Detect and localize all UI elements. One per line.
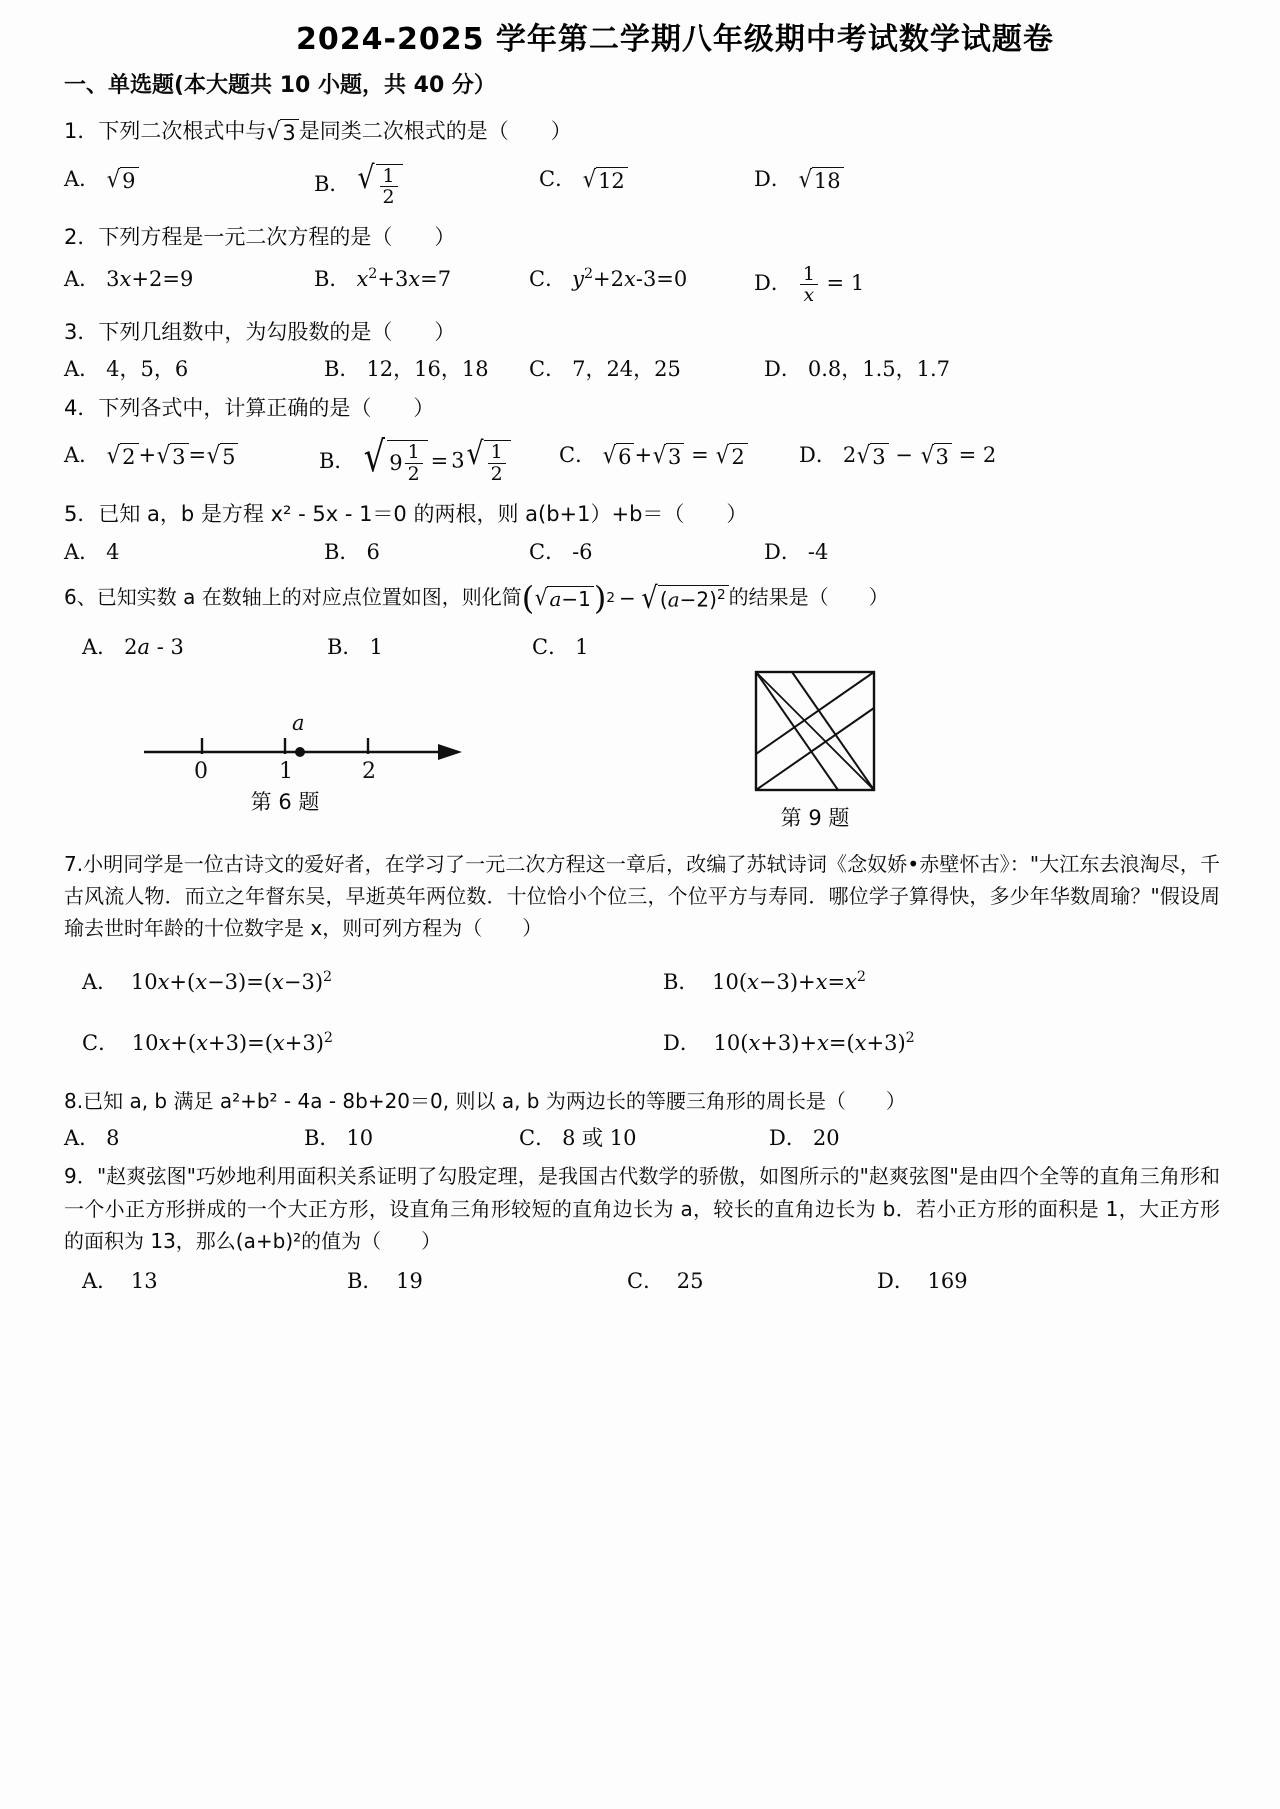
option-label: C． (529, 266, 567, 291)
option-1-B[interactable] (314, 159, 539, 208)
option-expr: 7，24，25 (572, 357, 681, 382)
radicand: 6 (616, 443, 634, 470)
option-label: C． (532, 635, 570, 660)
option-label: A． (64, 357, 101, 382)
option-label: D． (769, 1125, 807, 1150)
question-1-stem-post: 是同类二次根式的是（ ） (298, 119, 572, 143)
radicand: 9 (120, 167, 138, 194)
radical-sign-icon: √ (856, 441, 871, 470)
sqrt-one-half (465, 436, 511, 485)
sqrt-2 (715, 443, 747, 470)
radical-sign-icon: √ (466, 436, 484, 473)
option-7-C[interactable]: C． $10x+(x+3)=(x+3)^2$ (82, 1030, 333, 1056)
option-5-C[interactable] (529, 537, 764, 569)
radical-sign-icon: √ (364, 432, 386, 482)
radical-sign-icon: √ (602, 441, 617, 470)
option-label: B． (314, 171, 351, 196)
radical-sign-icon: √ (156, 441, 171, 470)
option-7-B[interactable]: B． $10(x-3)+x=x^2$ (663, 968, 866, 994)
option-label: C． (529, 357, 567, 382)
option-label: A． (64, 1125, 101, 1150)
radical-sign-icon: √ (106, 164, 121, 193)
option-label: A． (64, 266, 101, 291)
radicand: 3 (280, 119, 298, 146)
option-label: A． (82, 969, 119, 994)
option-5-D[interactable] (764, 537, 828, 569)
option-label: A． (82, 635, 119, 660)
sqrt-12 (582, 164, 628, 194)
option-label: D． (799, 443, 837, 468)
option-6-B[interactable] (327, 632, 532, 664)
question-9 (60, 1160, 1220, 1297)
option-label: B． (319, 448, 356, 473)
number-line-point-label: a (292, 710, 305, 735)
option-label: C． (82, 1031, 120, 1056)
sqrt-a-minus-2-squared (640, 581, 729, 617)
option-label: B． (327, 635, 364, 660)
option-1-C[interactable] (539, 164, 754, 208)
sqrt-3 (856, 443, 888, 470)
option-expr: 4，5，6 (106, 357, 189, 382)
radicand: 2 (729, 443, 747, 470)
option-expr: -6 (572, 539, 593, 564)
option-label: C． (559, 443, 597, 468)
option-1-A[interactable] (64, 164, 314, 208)
sqrt-18 (798, 164, 844, 194)
option-label: B． (347, 1268, 384, 1293)
figure-number-line (140, 704, 470, 816)
radicand: 3 (934, 443, 952, 470)
question-6-stem (64, 579, 1220, 618)
question-1-stem (64, 115, 1220, 148)
radicand: 3 (666, 443, 684, 470)
option-expr: $y^2+2x-3=0$ (572, 265, 688, 291)
option-label: C． (529, 539, 567, 564)
option-expr: 0.8，1.5，1.7 (807, 357, 951, 382)
figure-zhaoshuang (710, 668, 920, 832)
figure-9-caption: 第 9 题 (780, 805, 850, 830)
option-expr: 4 (106, 539, 120, 564)
option-expr: 19 (396, 1268, 423, 1293)
question-5-stem: 5．已知 a，b 是方程 x² - 5x - 1＝0 的两根，则 a(b+1）+b＝（ ） (64, 502, 748, 527)
option-label: D． (754, 271, 792, 296)
question-3 (60, 316, 1220, 386)
radical-sign-icon: √ (652, 441, 667, 470)
option-expr: 20 (812, 1125, 840, 1150)
option-expr: $\frac{1}{x}$ = 1 (798, 271, 864, 295)
option-label: A． (64, 443, 101, 468)
section-heading: 一、单选题(本大题共 10 小题，共 40 分） (64, 73, 496, 98)
option-2-C[interactable] (529, 264, 754, 306)
option-label: A． (64, 539, 101, 564)
question-3-options (64, 354, 1220, 386)
tick-label-1: 1 (279, 758, 293, 782)
radical-sign-icon: √ (920, 441, 934, 470)
figure-6-caption: 第 6 题 (250, 789, 320, 814)
option-8-A[interactable] (64, 1123, 304, 1155)
option-label: C． (539, 166, 577, 191)
radical-sign-icon: √ (206, 441, 221, 470)
option-9-C[interactable] (627, 1266, 877, 1298)
question-8 (60, 1086, 1220, 1155)
tick-label-2: 2 (362, 758, 376, 782)
question-9-paragraph: 9．"赵爽弦图"巧妙地利用面积关系证明了勾股定理，是我国古代数学的骄傲，如图所示的"赵爽弦图"是由四个全等的直角三角形和一个小正方形拼成的一个大正方形，设直角三角形较短的直角边长为 a，较长的直角边长为 b．若小正方形的面积是 1，大正方形的面积为 13，那么(a+b)²的值为（ ） (64, 1164, 1220, 1254)
option-expr: 13 (130, 1268, 158, 1293)
option-label: D． (877, 1268, 915, 1293)
option-label: C． (519, 1125, 557, 1150)
radicand: $\frac{1}{2}$ (376, 164, 403, 208)
option-4-A[interactable]: A． √ 2 + √ 3 = √ 5 (64, 440, 319, 484)
question-6 (60, 579, 1220, 664)
option-2-B[interactable] (314, 264, 529, 306)
option-9-D[interactable] (877, 1266, 968, 1298)
option-8-C[interactable] (519, 1123, 769, 1155)
option-3-B[interactable] (324, 354, 529, 386)
option-5-B[interactable] (324, 537, 529, 569)
option-label: A． (64, 166, 101, 191)
sqrt-a-minus-1 (534, 586, 594, 612)
question-7-options-row-2 (64, 1028, 1220, 1060)
question-4 (60, 392, 1220, 484)
option-9-B[interactable] (347, 1266, 627, 1298)
question-1 (60, 115, 1220, 207)
number-line-svg (140, 704, 470, 782)
sqrt-one-half (356, 159, 402, 208)
option-8-D[interactable] (769, 1123, 840, 1155)
radical-sign-icon: √ (106, 441, 121, 470)
question-9-options (64, 1266, 1220, 1298)
option-expr: 8 (106, 1125, 120, 1150)
figures-row (60, 668, 1220, 846)
option-label: B． (324, 539, 361, 564)
question-6-stem-pre: 6、已知实数 a 在数轴上的对应点位置如图，则化简 (64, 585, 522, 610)
radical-sign-icon: √ (641, 581, 658, 617)
question-8-options (64, 1123, 1220, 1155)
question-7-options-row-1 (64, 967, 1220, 999)
question-3-stem: 3．下列几组数中，为勾股数的是（ ） (64, 319, 456, 344)
option-1-D[interactable] (754, 164, 844, 208)
sqrt-3-inline (266, 116, 298, 146)
radicand: $(a-2)^2$ (658, 585, 729, 612)
question-6-options (64, 632, 1220, 664)
option-3-A[interactable] (64, 354, 324, 386)
radicand: 2 (120, 443, 138, 470)
sqrt-nine-and-half (361, 432, 427, 485)
option-label: A． (82, 1268, 119, 1293)
option-7-A[interactable]: A． $10x+(x-3)=(x-3)^2$ (82, 968, 333, 994)
option-expr: 10 (346, 1125, 374, 1150)
option-expr: 3x+2=9 (106, 266, 194, 291)
sqrt-2 (106, 443, 138, 470)
option-label: D． (764, 357, 802, 382)
option-2-D[interactable] (754, 264, 864, 306)
question-4-options (64, 432, 1220, 485)
option-6-C[interactable] (532, 632, 588, 664)
option-label: B． (314, 266, 351, 291)
question-2 (60, 221, 1220, 305)
option-expr: 6 (366, 539, 380, 564)
radicand: 12 (596, 167, 628, 194)
question-2-stem: 2．下列方程是一元二次方程的是（ ） (64, 225, 456, 250)
question-6-stem-post: 的结果是（ ） (728, 585, 889, 610)
sqrt-6 (602, 443, 634, 470)
option-9-A[interactable] (64, 1266, 347, 1298)
radicand: 5 (220, 443, 238, 470)
tick-label-0: 0 (194, 758, 208, 782)
radical-sign-icon: √ (357, 159, 376, 196)
question-1-stem-pre: 1．下列二次根式中与 (64, 119, 267, 143)
option-label: B． (663, 969, 700, 994)
option-4-B[interactable]: B． √ 9 $\frac{1}{2}$ = 3 √ $\frac{1}{2}$ (319, 440, 559, 484)
option-expr: -4 (807, 539, 829, 564)
radicand: a−1 (547, 586, 593, 612)
question-8-stem: 8.已知 a, b 满足 a²+b² - 4a - 8b+20＝0, 则以 a, b 为两边长的等腰三角形的周长是（ ） (64, 1088, 906, 1113)
sqrt-5 (206, 443, 238, 470)
option-expr: 2a - 3 (124, 635, 184, 660)
option-expr: 169 (927, 1268, 968, 1293)
radical-sign-icon: √ (582, 164, 597, 193)
question-1-options (64, 159, 1220, 208)
question-4-stem: 4．下列各式中，计算正确的是（ ） (64, 395, 435, 420)
option-expr: $x^2+3x=7$ (356, 265, 452, 291)
option-label: B． (304, 1125, 341, 1150)
option-expr: 1 (369, 635, 383, 660)
question-6-expression: ( √ a−1 ) 2 − √ $(a-2)^2$ (522, 583, 729, 614)
radical-sign-icon: √ (534, 584, 548, 611)
option-label: C． (627, 1268, 665, 1293)
radical-sign-icon: √ (716, 441, 730, 470)
radicand: 3 (870, 443, 888, 470)
radicand: $\frac{1}{2}$ (484, 440, 511, 484)
option-2-A[interactable] (64, 264, 314, 306)
sqrt-3 (652, 443, 684, 470)
sqrt-3 (920, 443, 952, 470)
radical-sign-icon: √ (798, 164, 813, 193)
option-8-B[interactable] (304, 1123, 519, 1155)
option-7-D[interactable]: D． $10(x+3)+x=(x+3)^2$ (663, 1030, 915, 1056)
radicand: 18 (812, 167, 844, 194)
option-4-C[interactable]: C． √ 6 + √ 3 = √ 2 (559, 440, 799, 484)
radicand: 3 (170, 443, 188, 470)
option-expr: 1 (575, 635, 589, 660)
option-3-D[interactable] (764, 354, 950, 386)
question-5 (60, 498, 1220, 568)
option-expr: 12，16，18 (366, 357, 489, 382)
option-label: D． (764, 539, 802, 564)
sqrt-9 (106, 164, 138, 194)
radical-sign-icon: √ (267, 116, 281, 145)
page-title: 2024-2025 学年第二学期八年级期中考试数学试题卷 (296, 22, 1054, 57)
option-4-D[interactable]: D． 2 √ 3 − √ 3 = 2 (799, 441, 997, 470)
option-label: B． (324, 357, 361, 382)
sqrt-3 (156, 443, 188, 470)
question-7-paragraph: 7.小明同学是一位古诗文的爱好者，在学习了一元二次方程这一章后，改编了苏轼诗词《念奴娇•赤壁怀古》："大江东去浪淘尽，千古风流人物．而立之年督东吴，早逝英年两位数．十位恰小个位三，个位平方与寿同．哪位学子算得快，多少年华数周瑜？"假设周瑜去世时年龄的十位数字是 x，则可列方程为（ ） (64, 851, 1220, 941)
zhaoshuang-diagram-svg (752, 668, 878, 794)
question-2-options (64, 264, 1220, 306)
option-3-C[interactable] (529, 354, 764, 386)
option-expr: 25 (676, 1268, 704, 1293)
question-5-options (64, 537, 1220, 569)
option-label: D． (663, 1031, 701, 1056)
question-7 (60, 848, 1220, 1060)
option-6-A[interactable] (64, 632, 327, 664)
option-5-A[interactable] (64, 537, 324, 569)
radicand: 9 $\frac{1}{2}$ (387, 440, 427, 484)
option-expr: 8 或 10 (562, 1125, 637, 1150)
option-label: D． (754, 166, 792, 191)
